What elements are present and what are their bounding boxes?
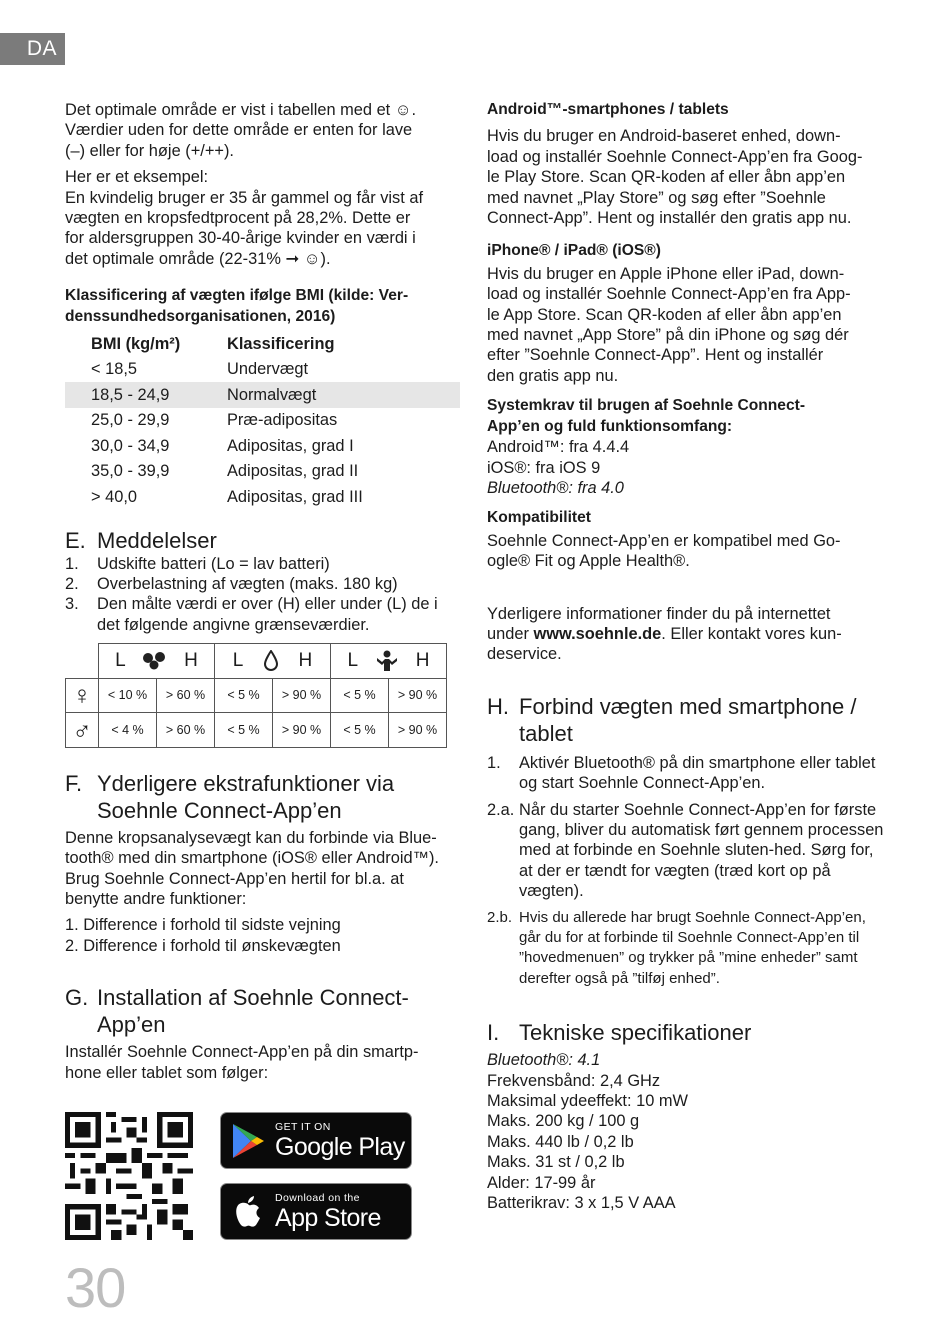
body-line: ogle® Fit og Apple Health®. (487, 552, 690, 571)
section-title (97, 770, 460, 824)
limit-cell: > 90 % (389, 678, 447, 713)
left-column (65, 100, 460, 1083)
item-number: 1. (65, 554, 79, 573)
qr-code-image[interactable] (65, 1112, 193, 1240)
limit-cell: > 90 % (389, 713, 447, 748)
bmi-cell: 30,0 - 34,9 (91, 436, 170, 455)
limit-cell: > 90 % (273, 678, 331, 713)
list-item: 1. Difference i forhold til sidste vejning (65, 916, 341, 935)
bmi-heading-line-1: Klassificering af vægten ifølge BMI (kilde: Ver- (65, 287, 409, 305)
list-item (65, 594, 460, 635)
blank-cell (66, 644, 99, 679)
badge-small-text: GET IT ON (275, 1120, 331, 1133)
body-line: deservice. (487, 645, 562, 664)
badge-big-text: Google Play (275, 1132, 405, 1161)
section-title: Meddelelser (97, 527, 217, 553)
spec-line: Bluetooth®: 4.1 (487, 1051, 601, 1070)
spec-line: Maksimal ydeeffekt: 10 mW (487, 1092, 689, 1111)
apple-icon (221, 1184, 275, 1239)
body-line: Brug Soehnle Connect-App’en hertil for bl.a. at (65, 869, 404, 888)
sysreq-heading-line: Systemkrav til brugen af Soehnle Connect- (487, 397, 806, 415)
body-line: med navnet „Play Store” og søg efter ”Soehnle (487, 188, 826, 207)
limit-cell: > 90 % (273, 713, 331, 748)
play-store-icon (221, 1113, 275, 1168)
body-line: Yderligere informationer finder du på internettet (487, 604, 831, 623)
item-number: 1. (487, 753, 501, 772)
item-text: Udskifte batteri (Lo = lav batteri) (97, 554, 330, 573)
class-cell: Præ-adipositas (227, 411, 338, 430)
body-line: med navnet „App Store” på din iPhone og søg dér (487, 326, 849, 345)
title-line: App’en (97, 1012, 166, 1038)
water-drop-icon (263, 650, 279, 672)
sysreq-heading-line: App’en og fuld funktionsomfang: (487, 417, 733, 435)
item-number: 2.b. (487, 908, 513, 926)
google-play-badge[interactable] (220, 1112, 412, 1169)
body-line: Hvis du bruger en Android-baseret enhed, down- (487, 127, 841, 146)
fat-limit-header (99, 644, 215, 679)
list-item (65, 574, 460, 594)
muscle-limit-header (331, 644, 447, 679)
bmi-cell: 18,5 - 24,9 (65, 382, 227, 408)
limit-cell: < 4 % (99, 713, 157, 748)
section-number: E. (65, 527, 86, 553)
ios-heading: iPhone® / iPad® (iOS®) (487, 242, 661, 260)
example-line-1: Her er et eksempel: (65, 168, 209, 187)
high-label: H (298, 649, 313, 671)
section-f-heading (65, 770, 460, 824)
badge-small-text: Download on the (275, 1191, 360, 1204)
sysreq-line: Android™: fra 4.4.4 (487, 438, 630, 457)
body-line: Installér Soehnle Connect-App’en på din smartp- (65, 1043, 419, 1062)
section-title (519, 693, 887, 747)
body-line: le App Store. Scan QR-koden af eller åbn app’en (487, 305, 842, 324)
table-row (65, 408, 460, 434)
sysreq-line: Bluetooth®: fra 4.0 (487, 478, 624, 497)
limit-cell: > 60 % (157, 678, 215, 713)
table-row (65, 433, 460, 459)
muscle-icon (375, 650, 399, 672)
example-line-5: det optimale område (22-31% ➞ ☺). (65, 249, 331, 268)
section-number: I. (487, 1020, 500, 1046)
limit-cell: < 5 % (331, 713, 389, 748)
intro-line-2: Værdier uden for dette område er enten for lave (65, 121, 413, 140)
body-line: Soehnle Connect-App’en er kompatibel med Go- (487, 531, 841, 550)
intro-line-1: Det optimale område er vist i tabellen med et ☺. (65, 101, 417, 119)
body-line: Hvis du bruger en Apple iPhone eller iPad, down- (487, 264, 845, 283)
bmi-cell: < 18,5 (91, 360, 138, 379)
bmi-heading-line-2: denssundhedsorganisationen, 2016) (65, 307, 336, 325)
body-line: den gratis app nu. (487, 366, 619, 385)
spec-line: Frekvensbånd: 2,4 GHz (487, 1071, 661, 1090)
body-line (487, 624, 887, 644)
example-line-3: vægten en kropsfedtprocent på 28,2%. Dette er (65, 209, 411, 228)
item-number: 3. (65, 595, 79, 614)
water-limit-header (215, 644, 331, 679)
low-label: L (115, 649, 126, 671)
limit-cell: < 5 % (215, 678, 273, 713)
item-text: Hvis du allerede har brugt Soehnle Connect-App’en, går du for at forbinde til Soehnle Connect-App’en til ”hovedmenuen” og trykker på ”mine enheder” samt derefter også på ”tilføj enhed”. (519, 908, 866, 987)
limit-cell: > 60 % (157, 713, 215, 748)
high-label: H (184, 649, 198, 671)
title-line: Yderligere ekstrafunktioner via (97, 770, 395, 796)
spec-line: Maks. 31 st / 0,2 lb (487, 1153, 625, 1172)
item-text: Når du starter Soehnle Connect-App’en for første gang, bliver du automatisk ført gennem processen med at forbinde en Soehnle sluten-hed. Sørg for, at der er tændt for vægten (træd kort op på vægten). (519, 800, 884, 901)
messages-list (65, 554, 460, 636)
list-item: 2. Difference i forhold til ønskevægten (65, 936, 341, 955)
table-row (65, 459, 460, 485)
bmi-cell: 35,0 - 39,9 (91, 462, 170, 481)
male-icon: ♂ (66, 713, 99, 748)
section-number: F. (65, 770, 83, 796)
list-item (487, 908, 887, 990)
badge-big-text: App Store (275, 1203, 381, 1232)
item-number: 2.a. (487, 800, 515, 819)
class-cell: Normalvægt (227, 382, 460, 408)
list-item (487, 753, 887, 794)
body-line: Connect-App”. Hent og installér den gratis app nu. (487, 209, 852, 228)
website-link[interactable]: www.soehnle.de (533, 624, 662, 643)
title-line: Forbind vægten med smartphone / (519, 693, 857, 719)
list-item (487, 800, 887, 902)
limit-cell: < 5 % (215, 713, 273, 748)
inline-text: under (487, 624, 534, 643)
title-line: Soehnle Connect-App’en (97, 797, 342, 823)
table-row (65, 357, 460, 383)
right-column (487, 100, 887, 1213)
class-cell: Adipositas, grad I (227, 436, 354, 455)
female-icon: ♀ (66, 678, 99, 713)
low-label: L (347, 649, 359, 671)
section-number: G. (65, 985, 89, 1011)
bmi-table (65, 331, 460, 510)
table-row (65, 382, 460, 408)
compat-heading: Kompatibilitet (487, 509, 591, 527)
limit-cell: < 5 % (331, 678, 389, 713)
language-tab: DA (0, 33, 65, 65)
example-line-2: En kvindelig bruger er 35 år gammel og får vist af (65, 188, 424, 207)
body-line: load og installér Soehnle Connect-App’en fra App- (487, 285, 851, 304)
list-item (65, 554, 460, 574)
table-row (66, 713, 447, 748)
spec-line: Maks. 440 lb / 0,2 lb (487, 1132, 634, 1151)
class-cell: Adipositas, grad II (227, 462, 359, 481)
table-row (65, 484, 460, 510)
example-line-4: for aldersgruppen 30-40-årige kvinder en værdi i (65, 229, 416, 248)
bmi-cell: 25,0 - 29,9 (91, 411, 170, 430)
inline-text: . Eller kontakt vores kun- (661, 624, 842, 643)
section-title (97, 984, 460, 1038)
section-i-heading (487, 1019, 887, 1046)
section-g-heading (65, 984, 460, 1038)
class-cell: Adipositas, grad III (227, 487, 363, 506)
item-text: Overbelastning af vægten (maks. 180 kg) (97, 574, 398, 593)
page-number: 30 (65, 1256, 126, 1319)
class-header: Klassificering (227, 334, 335, 353)
body-line: Denne kropsanalysevægt kan du forbinde via Blue- (65, 828, 437, 847)
item-text: Den målte værdi er over (H) eller under (L) de i det følgende angivne grænseværdier. (97, 595, 438, 634)
spec-line: Alder: 17-99 år (487, 1173, 596, 1192)
item-text: Aktivér Bluetooth® på din smartphone eller tablet og start Soehnle Connect-App’en. (519, 753, 876, 793)
bmi-header: BMI (kg/m²) (91, 334, 181, 353)
item-number: 2. (65, 574, 79, 593)
fat-cells-icon (142, 652, 168, 670)
spec-line: Maks. 200 kg / 100 g (487, 1112, 640, 1131)
class-cell: Undervægt (227, 360, 309, 379)
table-row (66, 678, 447, 713)
spec-line: Batterikrav: 3 x 1,5 V AAA (487, 1194, 676, 1213)
section-title: Tekniske specifikationer (519, 1020, 752, 1046)
body-line: hone eller tablet som følger: (65, 1063, 269, 1082)
title-line: tablet (519, 720, 573, 746)
android-heading: Android™-smartphones / tablets (487, 101, 729, 118)
low-label: L (232, 649, 244, 671)
body-line: efter ”Soehnle Connect-App”. Hent og installér (487, 346, 824, 365)
title-line: Installation af Soehnle Connect- (97, 985, 409, 1011)
bmi-cell: > 40,0 (91, 487, 138, 506)
intro-line-3: (–) eller for høje (+/++). (65, 141, 234, 160)
limits-table (65, 643, 447, 748)
sysreq-line: iOS®: fra iOS 9 (487, 458, 601, 477)
section-number: H. (487, 693, 509, 719)
app-store-badge[interactable] (220, 1183, 412, 1240)
high-label: H (415, 649, 430, 671)
section-h-heading (487, 693, 887, 747)
section-e-heading (65, 527, 460, 554)
body-line: tooth® med din smartphone (iOS® eller Android™). (65, 849, 439, 868)
body-line: le Play Store. Scan QR-koden af eller åbn app’en (487, 168, 846, 187)
connect-steps-list (487, 753, 887, 989)
body-line: load og installér Soehnle Connect-App’en fra Goog- (487, 147, 863, 166)
limit-cell: < 10 % (99, 678, 157, 713)
body-line: benytte andre funktioner: (65, 889, 247, 908)
